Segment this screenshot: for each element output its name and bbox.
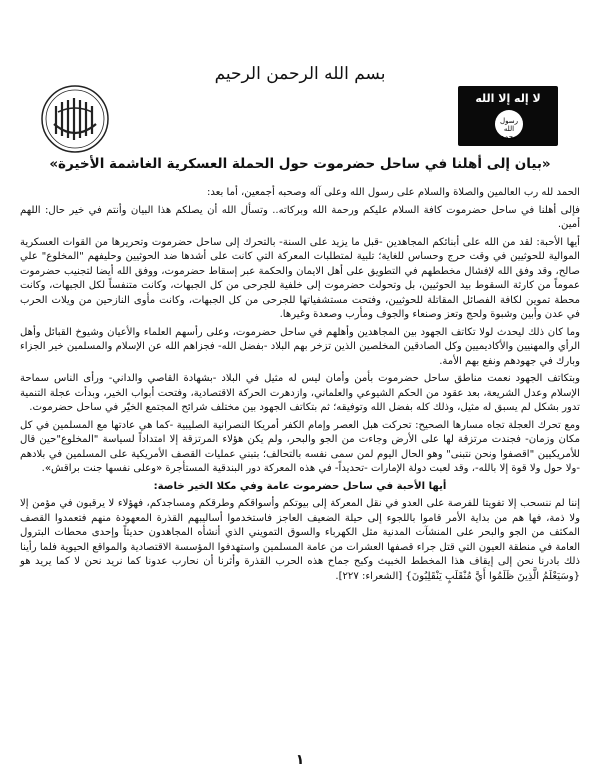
calligraphy-seal-icon [40, 84, 110, 154]
paragraph-greeting: فإلى أهلنا في ساحل حضرموت كافة السلام عليكم ورحمة الله وبركاته.. وتسأل الله أن يصلكم هذا البيان وأنتم في خير حال: اللهم أمين. [20, 204, 580, 230]
basmala-calligraphy: بسم الله الرحمن الرحيم [214, 64, 386, 84]
paragraph-security: وبتكاتف الجهود نعمت مناطق ساحل حضرموت بأمن وأمان ليس له مثيل في البلاد -بشهادة القاصي والداني- ورأى الناس سماحة الإسلام وعدل الشريعة، بعد عقود من الحكم الشيوعي والعلماني، وازدهرت الحركة الاقتصادية، وفتحت أبواب الخير، وبدأت عجلة التنمية تدور بشكل لم يسبق له مثيل، وذلك كله بفضل الله وتوفيقه؛ ثم بتكاتف الجهود بين مختلف شرائح المجتمع الخيّر في ساحل حضرموت. [20, 373, 580, 413]
statement-title: «بيان إلى أهلنا في ساحل حضرموت حول الحملة العسكرية الغاشمة الأخيرة» [49, 156, 551, 172]
paragraph-liberation: أيها الأحبة: لقد من الله على أبنائكم المجاهدين -قبل ما يزيد على السنة- بالتحرك إلى ساحل حضرموت وتحريرها من القوات العسكرية الموالية للحوثيين في وقت حرج وحساس للغاية؛ تلبية لمتطلبات المعركة التي كانت على أشدها ضد الحوثيين وحليفهم "المخلوع" علي صالح، وقد وفق الله لإفشال مخططهم في التطويق على أهل الايمان والحكمة عبر إسقاط حضرموت، ووفق الله أيضا لتجنيب حضرموت عموماً من كارثة السقوط بيد الحوثيين، بل وتحولت حضرموت إلى خلفية للجرحى من كل الجبهات، وكانت متنفساً لكل الجبهات، وكانت محطة تموين لكافة الفصائل المقاتلة للحوثيين، وفتحت مستشفياتها للجرحى من كل الجبهات، وكانت مأوى النازحين من ويلات الحرب في عدن وأبين وشبوة ولحج وتعز وصنعاء والجوف ومأرب وصعدة وغيرها. [20, 236, 580, 320]
statement-body [20, 186, 580, 587]
paragraph-opening: الحمد لله رب العالمين والصلاة والسلام على رسول الله وعلى آله وصحبه أجمعين، أما بعد: [206, 187, 580, 198]
flag-seal-text: رسول الله محمد [500, 117, 518, 141]
paragraph-withdrawal: إننا لم ننسحب إلا تفويتا للفرصة على العدو في نقل المعركة إلى بيوتكم وأسواقكم وطرقكم ومساجدكم، فهؤلاء لا يرقبون في مؤمن إلا ولا ذمة، فها هم من بداية الأمر قاموا باللجوء إلى حيلة الضعيف العاجز فاستخدموا أساليبهم القذرة المعهودة منهم فتعمدوا القصف المكثف من الجو والبحر على المنشآت المدنية مثل الكهرباء والسوق التمويني الذي أنشأه المجاهدون حديثاً وإحدى محطات البترول العامة في منطقة العيون التي قتل جراء قصفها العشرات من عامة المسلمين واستهدفوا المؤسسة الاقتصادية والمواقع الحيوية فلما رأينا ذلك بادرنا نحن إلى إيقاف هذا المخطط الخبيث وكبح جماح هذه الحرب القذرة وأثرنا أن نحارب عدونا كما نريد نحن لا كما يريد هو {وسَيَعْلَمُ الَّذِينَ ظَلَمُوا أَيَّ مُنْقَلَبٍ يَنْقَلِبُونَ} [الشعراء: ٢٢٧]. [20, 498, 580, 582]
black-banner-flag [458, 86, 558, 146]
flag-shahada-text: لا إله إلا الله [475, 92, 541, 105]
paragraph-address-heading: أيها الأحبة في ساحل حضرموت عامة وفي مكلا الخير خاصة: [153, 480, 447, 492]
page-number: ١ [295, 752, 305, 768]
paragraph-campaign: ومع تحرك العجلة تجاه مسارها الصحيح: تحركت هبل العصر وإمام الكفر أمريكا النصرانية الصليبية -كما هي عادتها مع المسلمين في كل مكان وزمان- فجندت مرتزقة لها على الأرض وجاءت من الجو والبحر، ولم يكن هؤلاء المرتزقة إلا امتداداً لسياسة "المخلوع"حين قال للأمريكيين "اقصفوا ونحن نتبنى" وهو الحال اليوم لمن سمى نفسه بالتحالف؛ بتبني عمليات القصف الأمريكية على المسلمين في بلادهم -ولا حول ولا قوة إلا بالله-، وقد لعبت دولة الإمارات -تحديداً- في هذه المعركة دور البندقية المستأجرة «وعلى نفسها جنت براقش». [20, 419, 580, 474]
paragraph-cooperation: وما كان ذلك ليحدث لولا تكاتف الجهود بين المجاهدين وأهلهم في ساحل حضرموت، وعلى رأسهم العلماء والأعيان وشيوخ القبائل وأهل الرأي والمهنيين والأكاديميين وكل الصادقين المخلصين الذين تزخر بهم البلاد -بفضل الله- فجزاهم الله عن الإسلام والمسلمين خير الجزاء وبارك في جهودهم ونفع بهم الأمة. [20, 326, 580, 367]
